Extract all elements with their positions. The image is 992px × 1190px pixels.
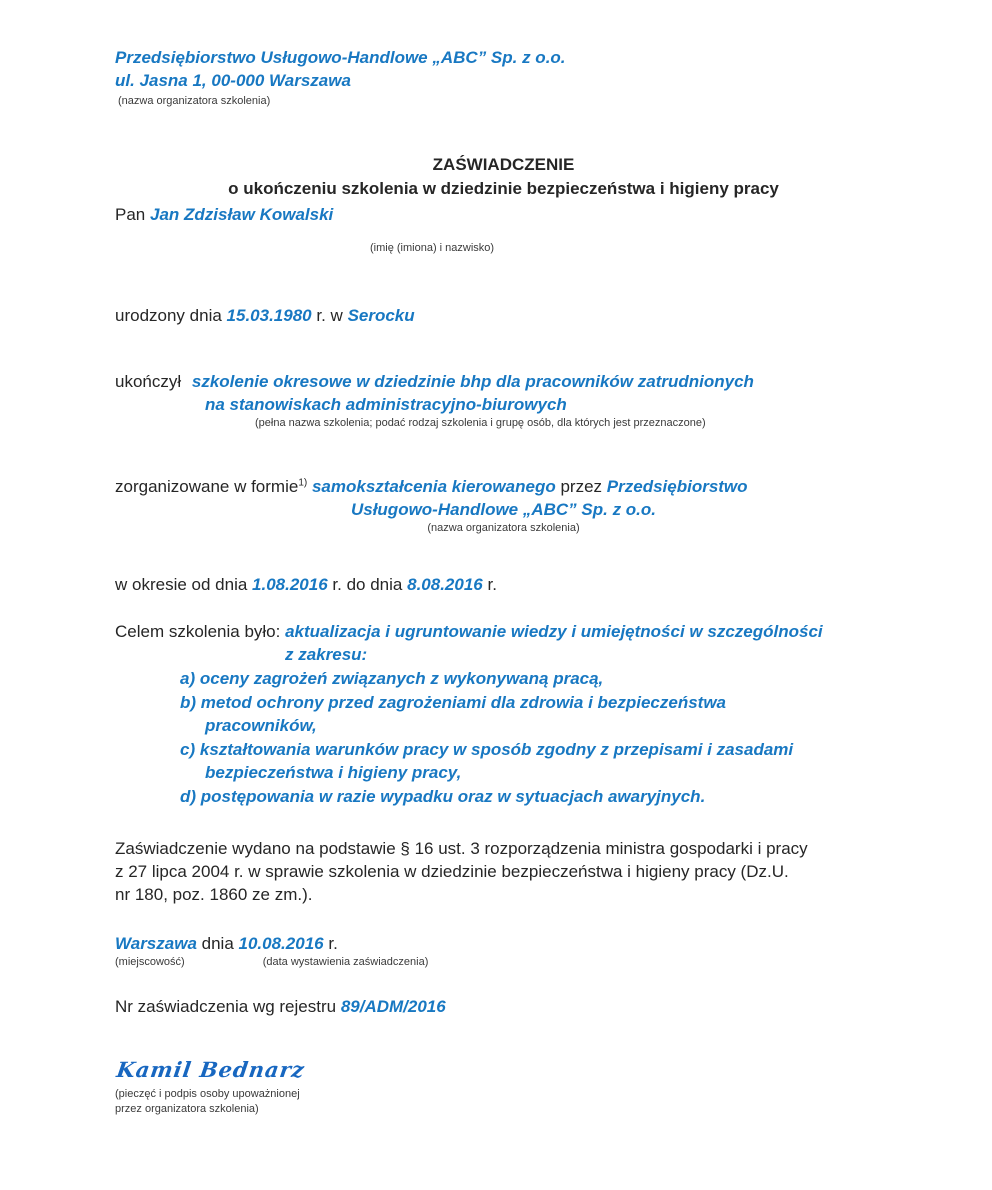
organized-line1 bbox=[115, 475, 892, 498]
purpose-goal-line2: z zakresu: bbox=[285, 645, 368, 664]
person-line bbox=[115, 203, 892, 226]
organized-label1: zorganizowane w formie bbox=[115, 477, 299, 496]
item-text-continued: pracowników, bbox=[205, 716, 317, 735]
organized-block bbox=[115, 475, 892, 536]
period-label2: r. do dnia bbox=[332, 575, 403, 594]
issue-date-caption: (data wystawienia zaświadczenia) bbox=[262, 956, 429, 968]
registry-number: 89/ADM/2016 bbox=[340, 997, 446, 1016]
purpose-items bbox=[115, 667, 892, 808]
signature-caption-line2: przez organizatora szkolenia) bbox=[115, 1103, 259, 1115]
purpose-block bbox=[115, 620, 892, 808]
title-block bbox=[115, 153, 892, 201]
legal-line: z 27 lipca 2004 r. w sprawie szkolenia w dziedzinie bezpieczeństwa i higieny pracy (Dz.U. bbox=[115, 862, 789, 881]
signature: Kamil Bednarz bbox=[115, 1057, 307, 1082]
purpose-item-d bbox=[180, 785, 892, 808]
issue-label1: dnia bbox=[201, 934, 234, 953]
training-name-line2: na stanowiskach administracyjno-biurowych bbox=[205, 395, 567, 414]
purpose-item-a bbox=[180, 667, 892, 690]
training-name-line1: szkolenie okresowe w dziedzinie bhp dla pracowników zatrudnionych bbox=[191, 372, 754, 391]
signature-caption bbox=[115, 1087, 892, 1117]
legal-basis-paragraph bbox=[115, 837, 892, 906]
person-prefix: Pan bbox=[115, 205, 146, 224]
purpose-item-b bbox=[180, 691, 892, 737]
certificate-subtitle: o ukończeniu szkolenia w dziedzinie bezpieczeństwa i higieny pracy bbox=[228, 179, 779, 198]
purpose-label: Celem szkolenia było: bbox=[115, 622, 281, 641]
signature-block bbox=[115, 1058, 892, 1117]
period-label1: w okresie od dnia bbox=[115, 575, 248, 594]
person-caption: (imię (imiona) i nazwisko) bbox=[370, 242, 495, 254]
birth-line bbox=[115, 304, 892, 327]
birth-label2: r. w bbox=[316, 306, 343, 325]
training-form: samokształcenia kierowanego bbox=[311, 477, 556, 496]
item-marker: c) bbox=[180, 740, 196, 759]
item-text: metod ochrony przed zagrożeniami dla zdrowia i bezpieczeństwa bbox=[200, 693, 726, 712]
purpose-goal-line1: aktualizacja i ugruntowanie wiedzy i umiejętności w szczególności bbox=[285, 622, 823, 641]
issue-block bbox=[115, 932, 892, 970]
organized-label2: przez bbox=[560, 477, 603, 496]
item-text: postępowania w razie wypadku oraz w sytuacjach awaryjnych. bbox=[200, 787, 706, 806]
item-text-continued: bezpieczeństwa i higieny pracy, bbox=[205, 763, 462, 782]
item-text: kształtowania warunków pracy w sposób zgodny z przepisami i zasadami bbox=[199, 740, 794, 759]
item-marker: d) bbox=[180, 787, 197, 806]
organizer-name-part1: Przedsiębiorstwo bbox=[606, 477, 748, 496]
certificate-title: ZAŚWIADCZENIE bbox=[432, 155, 575, 174]
registry-label: Nr zaświadczenia wg rejestru bbox=[115, 997, 337, 1016]
purpose-item-c bbox=[180, 738, 892, 784]
issue-captions bbox=[115, 955, 892, 970]
period-date-from: 1.08.2016 bbox=[252, 575, 328, 594]
issue-line bbox=[115, 932, 892, 955]
training-line1 bbox=[115, 370, 892, 393]
item-text: oceny zagrożeń związanych z wykonywaną pracą, bbox=[199, 669, 604, 688]
issue-date: 10.08.2016 bbox=[238, 934, 324, 953]
period-label3: r. bbox=[487, 575, 497, 594]
training-label: ukończył bbox=[115, 372, 182, 391]
item-marker: a) bbox=[180, 669, 196, 688]
organizer-name: Przedsiębiorstwo Usługowo-Handlowe „ABC” Sp. z o.o. bbox=[115, 48, 566, 67]
organizer-name-part2: Usługowo-Handlowe „ABC” Sp. z o.o. bbox=[350, 500, 657, 519]
birth-place: Serocku bbox=[347, 306, 415, 325]
organizer-header bbox=[115, 46, 892, 109]
item-marker: b) bbox=[180, 693, 197, 712]
issue-place: Warszawa bbox=[115, 934, 197, 953]
period-line bbox=[115, 573, 892, 596]
purpose-line1 bbox=[115, 620, 892, 643]
footnote-marker: 1) bbox=[298, 477, 308, 489]
legal-line: nr 180, poz. 1860 ze zm.). bbox=[115, 885, 313, 904]
organizer-address: ul. Jasna 1, 00-000 Warszawa bbox=[115, 71, 351, 90]
period-date-to: 8.08.2016 bbox=[407, 575, 483, 594]
birth-label1: urodzony dnia bbox=[115, 306, 222, 325]
signature-caption-line1: (pieczęć i podpis osoby upoważnionej bbox=[115, 1088, 300, 1100]
legal-line: Zaświadczenie wydano na podstawie § 16 ust. 3 rozporządzenia ministra gospodarki i pracy bbox=[115, 839, 808, 858]
birth-date: 15.03.1980 bbox=[226, 306, 312, 325]
training-block bbox=[115, 370, 892, 431]
issue-place-caption: (miejscowość) bbox=[115, 956, 185, 968]
issue-label2: r. bbox=[328, 934, 338, 953]
person-name: Jan Zdzisław Kowalski bbox=[149, 205, 334, 224]
training-caption: (pełna nazwa szkolenia; podać rodzaj szkolenia i grupę osób, dla których jest przeznaczone) bbox=[255, 417, 706, 429]
organized-caption: (nazwa organizatora szkolenia) bbox=[427, 522, 580, 534]
registry-line bbox=[115, 995, 892, 1018]
organizer-caption: (nazwa organizatora szkolenia) bbox=[118, 95, 271, 107]
